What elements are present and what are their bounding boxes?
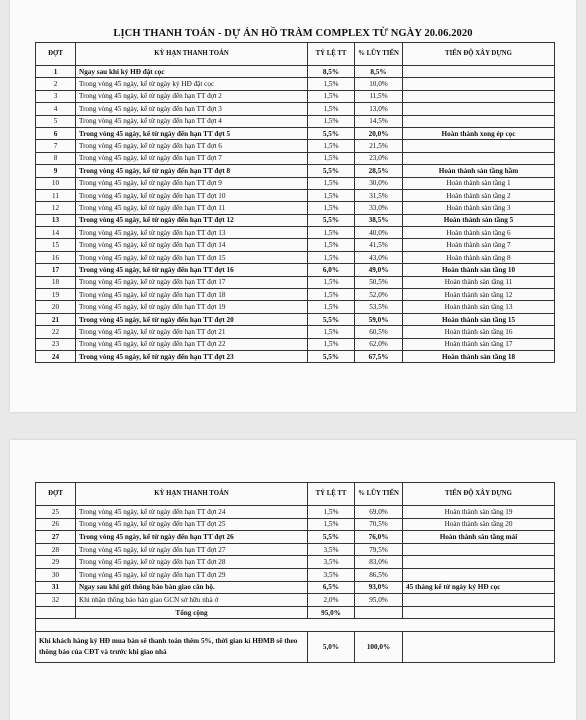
- cell-tien-do: [403, 78, 555, 90]
- cell-ty-le: 1,5%: [308, 202, 355, 214]
- table-row: [36, 276, 555, 288]
- cell-ty-le: 3,5%: [308, 568, 355, 581]
- cell-ky-han: Trong vòng 45 ngày, kể từ ngày đến hạn TT đợt 24: [76, 506, 308, 519]
- cell-ky-han: Trong vòng 45 ngày, kể từ ngày đến hạn TT đợt 4: [76, 115, 308, 127]
- cell-tien-do: Hoàn thành sàn tầng 2: [403, 189, 555, 201]
- cell-tien-do: Hoàn thành sàn tầng 3: [403, 202, 555, 214]
- table-row: [36, 115, 555, 127]
- cell-luy-tien: 53,5%: [355, 301, 403, 313]
- header-ky-han: KỲ HẠN THANH TOÁN: [76, 43, 308, 66]
- table-row: [36, 202, 555, 214]
- cell-luy-tien: 70,5%: [355, 518, 403, 531]
- cell-ky-han: Trong vòng 45 ngày, kể từ ngày đến hạn TT đợt 11: [76, 202, 308, 214]
- cell-dot: 26: [36, 518, 76, 531]
- cell-ky-han: Trong vòng 45 ngày, kể từ ngày đến hạn TT đợt 15: [76, 251, 308, 263]
- cell-dot: 29: [36, 556, 76, 569]
- table-row: [36, 189, 555, 201]
- cell-dot: 8: [36, 152, 76, 164]
- header-dot: ĐỢT: [36, 43, 76, 66]
- cell-luy-tien: 11,5%: [355, 90, 403, 102]
- table-row: [36, 301, 555, 313]
- cell-ky-han: Trong vòng 45 ngày, kể từ ngày đến hạn TT đợt 21: [76, 326, 308, 338]
- note-ty-le: 5,0%: [308, 631, 355, 662]
- cell-ky-han: Trong vòng 45 ngày, kể từ ngày đến hạn TT đợt 16: [76, 264, 308, 276]
- header-tien-do: TIẾN ĐỘ XÂY DỰNG: [403, 483, 555, 506]
- cell-ky-han: Trong vòng 45 ngày, kể từ ngày ký HĐ đặt cọc: [76, 78, 308, 90]
- cell-ty-le: 5,5%: [308, 165, 355, 177]
- cell-ky-han: Trong vòng 45 ngày, kể từ ngày đến hạn TT đợt 23: [76, 350, 308, 362]
- total-empty-cell: [36, 606, 76, 619]
- cell-dot: 1: [36, 66, 76, 78]
- cell-ky-han: Trong vòng 45 ngày, kể từ ngày đến hạn TT đợt 13: [76, 227, 308, 239]
- table-body: [36, 506, 555, 607]
- total-empty-cell: [355, 606, 403, 619]
- cell-tien-do: Hoàn thành sàn tầng 7: [403, 239, 555, 251]
- table-row: [36, 140, 555, 152]
- table-row: [36, 239, 555, 251]
- cell-luy-tien: 60,5%: [355, 326, 403, 338]
- table-row: [36, 251, 555, 263]
- cell-ty-le: 1,5%: [308, 177, 355, 189]
- cell-ty-le: 2,0%: [308, 594, 355, 607]
- cell-ty-le: 1,5%: [308, 239, 355, 251]
- table-row: [36, 531, 555, 544]
- cell-luy-tien: 13,0%: [355, 103, 403, 115]
- table-row: [36, 350, 555, 362]
- cell-ky-han: Ngay sau khi gửi thông báo bàn giao căn hộ.: [76, 581, 308, 594]
- cell-ty-le: 3,5%: [308, 543, 355, 556]
- table-body: [36, 66, 555, 363]
- table-row: [36, 594, 555, 607]
- cell-ty-le: 5,5%: [308, 214, 355, 226]
- cell-ky-han: Trong vòng 45 ngày, kể từ ngày đến hạn TT đợt 19: [76, 301, 308, 313]
- cell-ty-le: 1,5%: [308, 301, 355, 313]
- table-row: [36, 90, 555, 102]
- cell-tien-do: [403, 594, 555, 607]
- cell-tien-do: Hoàn thành sàn tầng 6: [403, 227, 555, 239]
- total-label: Tổng cộng: [76, 606, 308, 619]
- table-row: [36, 264, 555, 276]
- header-luy-tien: % LŨY TIẾN: [355, 43, 403, 66]
- cell-dot: 6: [36, 127, 76, 139]
- cell-ky-han: Trong vòng 45 ngày, kể từ ngày đến hạn TT đợt 29: [76, 568, 308, 581]
- cell-ty-le: 8,5%: [308, 66, 355, 78]
- cell-ky-han: Trong vòng 45 ngày, kể từ ngày đến hạn TT đợt 17: [76, 276, 308, 288]
- cell-luy-tien: 95,0%: [355, 594, 403, 607]
- cell-luy-tien: 30,0%: [355, 177, 403, 189]
- table-row: [36, 568, 555, 581]
- cell-ty-le: 5,5%: [308, 350, 355, 362]
- cell-dot: 7: [36, 140, 76, 152]
- cell-dot: 28: [36, 543, 76, 556]
- cell-dot: 17: [36, 264, 76, 276]
- table-row: [36, 543, 555, 556]
- cell-tien-do: Hoàn thành sàn tầng 8: [403, 251, 555, 263]
- cell-luy-tien: 23,0%: [355, 152, 403, 164]
- cell-tien-do: [403, 103, 555, 115]
- cell-tien-do: Hoàn thành sàn tầng 20: [403, 518, 555, 531]
- cell-tien-do: [403, 543, 555, 556]
- note-row: [36, 631, 555, 662]
- cell-tien-do: Hoàn thành sàn tầng 11: [403, 276, 555, 288]
- cell-ty-le: 1,5%: [308, 276, 355, 288]
- cell-dot: 4: [36, 103, 76, 115]
- total-empty-cell: [403, 606, 555, 619]
- table-row: [36, 78, 555, 90]
- document-page-1: [10, 0, 576, 412]
- cell-luy-tien: 76,0%: [355, 531, 403, 544]
- cell-tien-do: Hoàn thành xong ép cọc: [403, 127, 555, 139]
- cell-ky-han: Trong vòng 45 ngày, kể từ ngày đến hạn TT đợt 9: [76, 177, 308, 189]
- cell-ky-han: Trong vòng 45 ngày, kể từ ngày đến hạn TT đợt 6: [76, 140, 308, 152]
- cell-ky-han: Trong vòng 45 ngày, kể từ ngày đến hạn TT đợt 26: [76, 531, 308, 544]
- cell-luy-tien: 31,5%: [355, 189, 403, 201]
- note-text: Khi khách hàng ký HĐ mua bán sẽ thanh toán thêm 5%, thời gian kí HĐMB sẽ theo thông báo của CĐT và trước khi giao nhà: [36, 631, 308, 662]
- table-row: [36, 127, 555, 139]
- cell-luy-tien: 41,5%: [355, 239, 403, 251]
- cell-ky-han: Trong vòng 45 ngày, kể từ ngày đến hạn TT đợt 10: [76, 189, 308, 201]
- cell-luy-tien: 28,5%: [355, 165, 403, 177]
- table-row: [36, 177, 555, 189]
- note-luy-tien: 100,0%: [355, 631, 403, 662]
- cell-tien-do: 45 tháng kể từ ngày ký HĐ cọc: [403, 581, 555, 594]
- cell-dot: 16: [36, 251, 76, 263]
- cell-tien-do: Hoàn thành sàn tầng 18: [403, 350, 555, 362]
- cell-tien-do: Hoàn thành sàn tầng 19: [403, 506, 555, 519]
- cell-ty-le: 1,5%: [308, 338, 355, 350]
- table-row: [36, 165, 555, 177]
- cell-tien-do: Hoàn thành sàn tầng 5: [403, 214, 555, 226]
- cell-luy-tien: 14,5%: [355, 115, 403, 127]
- cell-luy-tien: 62,0%: [355, 338, 403, 350]
- cell-ky-han: Trong vòng 45 ngày, kể từ ngày đến hạn TT đợt 8: [76, 165, 308, 177]
- cell-luy-tien: 8,5%: [355, 66, 403, 78]
- table-row: [36, 556, 555, 569]
- table-row: [36, 338, 555, 350]
- cell-dot: 25: [36, 506, 76, 519]
- cell-dot: 14: [36, 227, 76, 239]
- cell-luy-tien: 79,5%: [355, 543, 403, 556]
- cell-luy-tien: 86,5%: [355, 568, 403, 581]
- cell-luy-tien: 93,0%: [355, 581, 403, 594]
- cell-luy-tien: 38,5%: [355, 214, 403, 226]
- cell-tien-do: Hoàn thành sàn tầng mái: [403, 531, 555, 544]
- note-empty-cell: [403, 631, 555, 662]
- table-row: [36, 289, 555, 301]
- cell-ty-le: 5,5%: [308, 531, 355, 544]
- cell-ky-han: Trong vòng 45 ngày, kể từ ngày đến hạn TT đợt 12: [76, 214, 308, 226]
- table-row: [36, 506, 555, 519]
- page-title: LỊCH THANH TOÁN - DỰ ÁN HỒ TRÀM COMPLEX TỪ NGÀY 20.06.2020: [113, 28, 473, 39]
- cell-ty-le: 1,5%: [308, 251, 355, 263]
- table-row: [36, 66, 555, 78]
- cell-ty-le: 1,5%: [308, 518, 355, 531]
- cell-dot: 22: [36, 326, 76, 338]
- cell-tien-do: Hoàn thành sàn tầng 17: [403, 338, 555, 350]
- cell-dot: 21: [36, 313, 76, 325]
- table-row: [36, 518, 555, 531]
- cell-dot: 30: [36, 568, 76, 581]
- cell-luy-tien: 33,0%: [355, 202, 403, 214]
- cell-luy-tien: 69,0%: [355, 506, 403, 519]
- cell-tien-do: [403, 140, 555, 152]
- cell-tien-do: Hoàn thành sàn tầng 10: [403, 264, 555, 276]
- cell-dot: 13: [36, 214, 76, 226]
- cell-ky-han: Trong vòng 45 ngày, kể từ ngày đến hạn TT đợt 7: [76, 152, 308, 164]
- table-row: [36, 313, 555, 325]
- cell-ty-le: 5,5%: [308, 313, 355, 325]
- cell-tien-do: Hoàn thành sàn tầng 13: [403, 301, 555, 313]
- cell-luy-tien: 43,0%: [355, 251, 403, 263]
- cell-ty-le: 3,5%: [308, 556, 355, 569]
- cell-luy-tien: 83,0%: [355, 556, 403, 569]
- table-header-row: [36, 43, 555, 66]
- cell-tien-do: Hoàn thành sàn tầng hầm: [403, 165, 555, 177]
- cell-ky-han: Trong vòng 45 ngày, kể từ ngày đến hạn TT đợt 3: [76, 103, 308, 115]
- cell-luy-tien: 67,5%: [355, 350, 403, 362]
- table-row: [36, 581, 555, 594]
- cell-ty-le: 1,5%: [308, 506, 355, 519]
- total-row: [36, 606, 555, 619]
- cell-dot: 10: [36, 177, 76, 189]
- cell-ky-han: Khi nhận thông báo bàn giao GCN sở hữu nhà ở: [76, 594, 308, 607]
- cell-dot: 11: [36, 189, 76, 201]
- cell-dot: 9: [36, 165, 76, 177]
- cell-dot: 20: [36, 301, 76, 313]
- cell-tien-do: [403, 115, 555, 127]
- header-tien-do: TIẾN ĐỘ XÂY DỰNG: [403, 43, 555, 66]
- cell-ky-han: Trong vòng 45 ngày, kể từ ngày đến hạn TT đợt 5: [76, 127, 308, 139]
- payment-schedule-table-continued: [35, 482, 555, 663]
- cell-ky-han: Trong vòng 45 ngày, kể từ ngày đến hạn TT đợt 18: [76, 289, 308, 301]
- cell-ky-han: Trong vòng 45 ngày, kể từ ngày đến hạn TT đợt 14: [76, 239, 308, 251]
- header-ty-le: TỶ LỆ TT: [308, 483, 355, 506]
- cell-ky-han: Trong vòng 45 ngày, kể từ ngày đến hạn TT đợt 25: [76, 518, 308, 531]
- cell-luy-tien: 20,0%: [355, 127, 403, 139]
- document-page-2: [10, 440, 576, 720]
- table-row: [36, 326, 555, 338]
- header-luy-tien: % LŨY TIẾN: [355, 483, 403, 506]
- cell-ky-han: Trong vòng 45 ngày, kể từ ngày đến hạn TT đợt 22: [76, 338, 308, 350]
- table-row: [36, 152, 555, 164]
- cell-dot: 32: [36, 594, 76, 607]
- cell-dot: 5: [36, 115, 76, 127]
- cell-ty-le: 1,5%: [308, 152, 355, 164]
- cell-tien-do: [403, 90, 555, 102]
- cell-dot: 2: [36, 78, 76, 90]
- cell-ky-han: Ngay sau khi ký HĐ đặt cọc: [76, 66, 308, 78]
- table-row: [36, 103, 555, 115]
- cell-ty-le: 1,5%: [308, 115, 355, 127]
- cell-tien-do: [403, 568, 555, 581]
- cell-ty-le: 1,5%: [308, 189, 355, 201]
- cell-dot: 23: [36, 338, 76, 350]
- total-value: 95,0%: [308, 606, 355, 619]
- cell-dot: 24: [36, 350, 76, 362]
- spacer-cell: [36, 619, 555, 632]
- table-header-row: [36, 483, 555, 506]
- header-ky-han: KỲ HẠN THANH TOÁN: [76, 483, 308, 506]
- cell-luy-tien: 49,0%: [355, 264, 403, 276]
- table-row: [36, 214, 555, 226]
- cell-ky-han: Trong vòng 45 ngày, kể từ ngày đến hạn TT đợt 20: [76, 313, 308, 325]
- payment-schedule-table: [35, 42, 555, 363]
- table-summary: [36, 606, 555, 662]
- cell-ty-le: 6,0%: [308, 264, 355, 276]
- table-row: [36, 227, 555, 239]
- cell-dot: 31: [36, 581, 76, 594]
- header-ty-le: TỶ LỆ TT: [308, 43, 355, 66]
- cell-luy-tien: 10,0%: [355, 78, 403, 90]
- cell-ty-le: 1,5%: [308, 103, 355, 115]
- cell-dot: 12: [36, 202, 76, 214]
- cell-dot: 3: [36, 90, 76, 102]
- cell-ky-han: Trong vòng 45 ngày, kể từ ngày đến hạn TT đợt 28: [76, 556, 308, 569]
- cell-tien-do: [403, 556, 555, 569]
- cell-dot: 27: [36, 531, 76, 544]
- cell-ty-le: 1,5%: [308, 78, 355, 90]
- cell-luy-tien: 52,0%: [355, 289, 403, 301]
- cell-tien-do: Hoàn thành sàn tầng 16: [403, 326, 555, 338]
- cell-ty-le: 1,5%: [308, 227, 355, 239]
- cell-luy-tien: 50,5%: [355, 276, 403, 288]
- spacer-row: [36, 619, 555, 632]
- header-dot: ĐỢT: [36, 483, 76, 506]
- cell-tien-do: [403, 66, 555, 78]
- cell-tien-do: Hoàn thành sàn tầng 15: [403, 313, 555, 325]
- cell-tien-do: Hoàn thành sàn tầng 12: [403, 289, 555, 301]
- cell-ky-han: Trong vòng 45 ngày, kể từ ngày đến hạn TT đợt 27: [76, 543, 308, 556]
- cell-luy-tien: 40,0%: [355, 227, 403, 239]
- cell-luy-tien: 21,5%: [355, 140, 403, 152]
- cell-dot: 19: [36, 289, 76, 301]
- cell-ky-han: Trong vòng 45 ngày, kể từ ngày đến hạn TT đợt 2: [76, 90, 308, 102]
- cell-ty-le: 6,5%: [308, 581, 355, 594]
- cell-ty-le: 1,5%: [308, 90, 355, 102]
- cell-luy-tien: 59,0%: [355, 313, 403, 325]
- cell-ty-le: 5,5%: [308, 127, 355, 139]
- cell-dot: 18: [36, 276, 76, 288]
- cell-ty-le: 1,5%: [308, 140, 355, 152]
- cell-tien-do: [403, 152, 555, 164]
- cell-tien-do: Hoàn thành sàn tầng 1: [403, 177, 555, 189]
- cell-ty-le: 1,5%: [308, 289, 355, 301]
- cell-dot: 15: [36, 239, 76, 251]
- cell-ty-le: 1,5%: [308, 326, 355, 338]
